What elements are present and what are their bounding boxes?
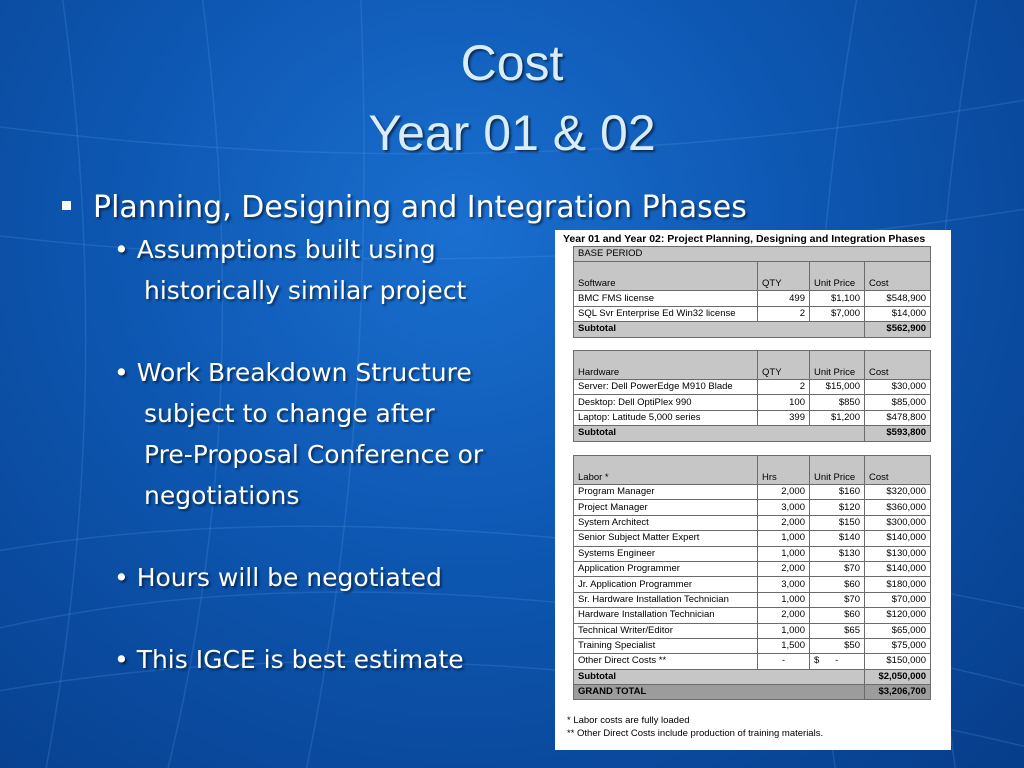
column-header: Unit Price: [810, 351, 865, 380]
cost-table-image: [555, 230, 951, 750]
table-cell: Program Manager: [574, 485, 758, 500]
table-cell: $50: [810, 638, 865, 653]
table-cell: $1,100: [810, 291, 865, 306]
table-cell: Desktop: Dell OptiPlex 990: [574, 395, 758, 410]
table-row: [574, 500, 931, 515]
main-bullet: [62, 190, 747, 225]
subtotal-label: Subtotal: [574, 669, 865, 684]
table-row: [574, 638, 931, 653]
base-period-row: [574, 247, 931, 262]
table-cell: Technical Writer/Editor: [574, 623, 758, 638]
table-cell: -: [758, 654, 810, 669]
cost-table-title: Year 01 and Year 02: Project Planning, Designing and Integration Phases: [563, 233, 926, 245]
column-header: Unit Price: [810, 456, 865, 485]
table-cell: $120: [810, 500, 865, 515]
table-row: [574, 654, 931, 669]
table-cell: $300,000: [865, 515, 931, 530]
table-row: [574, 577, 931, 592]
table-cell: $7,000: [810, 306, 865, 321]
table-cell: $70,000: [865, 592, 931, 607]
footnotes: [567, 714, 823, 740]
table-cell: $30,000: [865, 380, 931, 395]
table-cell: $150,000: [865, 654, 931, 669]
table-cell: $65,000: [865, 623, 931, 638]
table-row: [574, 515, 931, 530]
table-cell: $360,000: [865, 500, 931, 515]
main-bullet-text: Planning, Designing and Integration Phases: [93, 190, 747, 225]
table-cell: $850: [810, 395, 865, 410]
table-row: [574, 608, 931, 623]
sub-bullet-line: • Work Breakdown Structure: [114, 358, 472, 387]
column-header: Hardware: [574, 351, 758, 380]
sub-bullet-line: • This IGCE is best estimate: [114, 645, 464, 674]
table-cell: BMC FMS license: [574, 291, 758, 306]
column-header: QTY: [758, 262, 810, 291]
table-cell: 2,000: [758, 561, 810, 576]
column-header: Software: [574, 262, 758, 291]
table-cell: $130: [810, 546, 865, 561]
table-cell: 2,000: [758, 608, 810, 623]
table-header-row: [574, 456, 931, 485]
hardware-table: [573, 350, 931, 442]
table-cell: $15,000: [810, 380, 865, 395]
grand-total-label: GRAND TOTAL: [574, 685, 865, 700]
column-header: Unit Price: [810, 262, 865, 291]
table-cell: 2,000: [758, 515, 810, 530]
subtotal-label: Subtotal: [574, 426, 865, 441]
square-bullet-icon: [62, 201, 71, 210]
table-cell: $60: [810, 577, 865, 592]
table-cell: $150: [810, 515, 865, 530]
table-cell: Training Specialist: [574, 638, 758, 653]
table-cell: $140,000: [865, 561, 931, 576]
table-cell: Project Manager: [574, 500, 758, 515]
table-cell: Senior Subject Matter Expert: [574, 531, 758, 546]
software-table: [573, 246, 931, 338]
table-cell: Laptop: Latitude 5,000 series: [574, 410, 758, 425]
table-cell: $70: [810, 592, 865, 607]
subtotal-row: [574, 322, 931, 337]
sub-bullet-line: negotiations: [144, 481, 300, 510]
subtotal-value: $2,050,000: [865, 669, 931, 684]
table-cell: 1,000: [758, 546, 810, 561]
table-cell: $65: [810, 623, 865, 638]
footnote: ** Other Direct Costs include production of training materials.: [567, 728, 824, 739]
sub-bullet-hours: [114, 557, 442, 598]
labor-table: [573, 455, 931, 700]
table-cell: 2: [758, 380, 810, 395]
table-cell: SQL Svr Enterprise Ed Win32 license: [574, 306, 758, 321]
subtotal-label: Subtotal: [574, 322, 865, 337]
table-row: [574, 531, 931, 546]
column-header: Labor *: [574, 456, 758, 485]
table-cell: Systems Engineer: [574, 546, 758, 561]
table-cell: $320,000: [865, 485, 931, 500]
table-cell: $180,000: [865, 577, 931, 592]
table-cell: $160: [810, 485, 865, 500]
table-cell: $14,000: [865, 306, 931, 321]
column-header: Hrs: [758, 456, 810, 485]
footnote: * Labor costs are fully loaded: [567, 715, 690, 726]
subtotal-row: [574, 669, 931, 684]
table-cell: $70: [810, 561, 865, 576]
table-cell: $85,000: [865, 395, 931, 410]
table-cell: 399: [758, 410, 810, 425]
grand-total-row: [574, 685, 931, 700]
table-cell: 100: [758, 395, 810, 410]
table-cell: 2: [758, 306, 810, 321]
sub-bullet-line: • Assumptions built using: [114, 235, 436, 264]
table-row: [574, 306, 931, 321]
slide-title: Cost: [460, 35, 564, 91]
table-cell: Other Direct Costs **: [574, 654, 758, 669]
table-row: [574, 395, 931, 410]
subtotal-value: $562,900: [865, 322, 931, 337]
sub-bullet-igce: [114, 639, 464, 680]
column-header: Cost: [865, 262, 931, 291]
table-cell: Server: Dell PowerEdge M910 Blade: [574, 380, 758, 395]
sub-bullet-wbs: [114, 352, 483, 516]
table-cell: $140: [810, 531, 865, 546]
sub-bullet-line: • Hours will be negotiated: [114, 563, 442, 592]
table-cell: 1,000: [758, 623, 810, 638]
table-header-row: [574, 262, 931, 291]
table-cell: 1,000: [758, 531, 810, 546]
table-row: [574, 291, 931, 306]
table-cell: Jr. Application Programmer: [574, 577, 758, 592]
sub-bullet-line: subject to change after: [144, 399, 435, 428]
table-cell: $140,000: [865, 531, 931, 546]
table-cell: Application Programmer: [574, 561, 758, 576]
sub-bullet-line: Pre-Proposal Conference or: [144, 440, 484, 469]
table-cell: 3,000: [758, 500, 810, 515]
table-cell: $ -: [810, 654, 865, 669]
table-cell: $120,000: [865, 608, 931, 623]
table-cell: 1,500: [758, 638, 810, 653]
base-period-label: BASE PERIOD: [574, 247, 931, 262]
table-cell: $75,000: [865, 638, 931, 653]
table-cell: 1,000: [758, 592, 810, 607]
table-cell: Sr. Hardware Installation Technician: [574, 592, 758, 607]
subtotal-value: $593,800: [865, 426, 931, 441]
sub-bullet-assumptions: [114, 229, 466, 311]
column-header: QTY: [758, 351, 810, 380]
table-cell: $130,000: [865, 546, 931, 561]
column-header: Cost: [865, 351, 931, 380]
grand-total-value: $3,206,700: [865, 685, 931, 700]
table-cell: System Architect: [574, 515, 758, 530]
sub-bullet-line: historically similar project: [144, 276, 467, 305]
table-row: [574, 380, 931, 395]
table-cell: $478,800: [865, 410, 931, 425]
table-row: [574, 623, 931, 638]
table-header-row: [574, 351, 931, 380]
slide-subtitle: Year 01 & 02: [368, 105, 656, 161]
table-row: [574, 410, 931, 425]
table-row: [574, 592, 931, 607]
table-row: [574, 561, 931, 576]
table-cell: Hardware Installation Technician: [574, 608, 758, 623]
table-cell: $548,900: [865, 291, 931, 306]
table-cell: 2,000: [758, 485, 810, 500]
table-cell: $60: [810, 608, 865, 623]
table-cell: $1,200: [810, 410, 865, 425]
table-row: [574, 546, 931, 561]
table-cell: 499: [758, 291, 810, 306]
column-header: Cost: [865, 456, 931, 485]
table-cell: 3,000: [758, 577, 810, 592]
subtotal-row: [574, 426, 931, 441]
table-row: [574, 485, 931, 500]
